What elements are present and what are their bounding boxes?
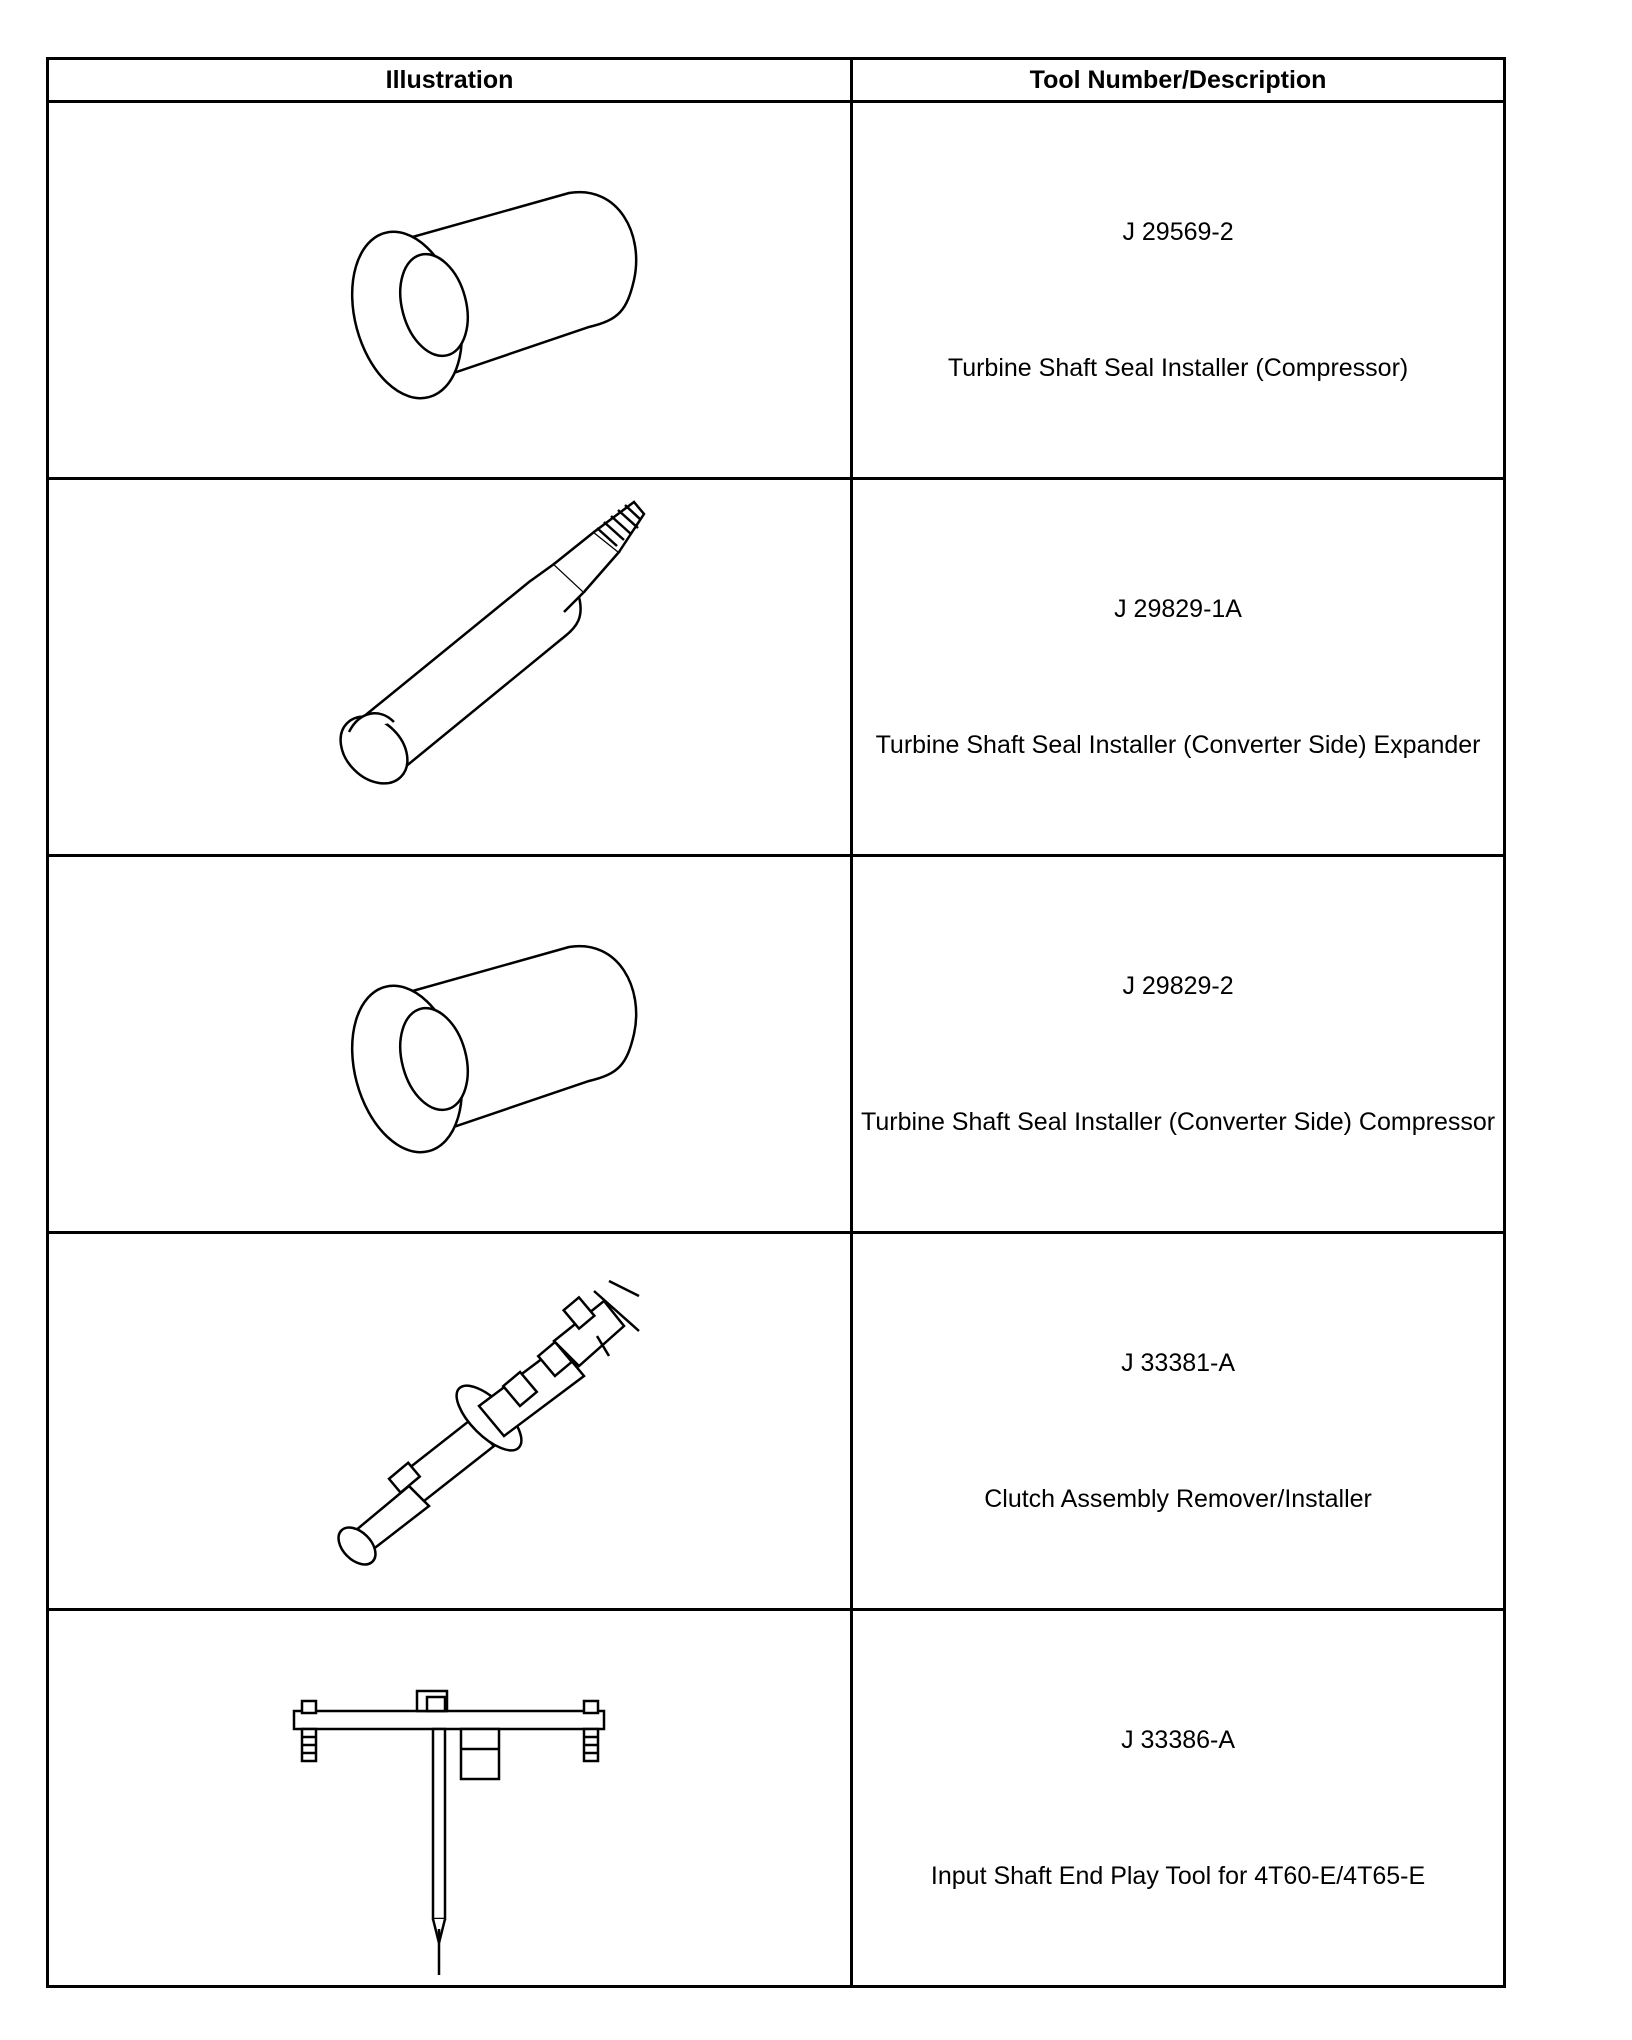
description-cell (852, 1610, 1505, 1987)
tool-description: Turbine Shaft Seal Installer (Compressor) (947, 354, 1409, 382)
tool-number: J 29829-1A (1114, 595, 1242, 623)
illustration-header: Illustration (48, 59, 852, 102)
seal-expander-icon (49, 482, 852, 852)
tool-number: J 29829-2 (1122, 972, 1234, 1000)
tool-description: Clutch Assembly Remover/Installer (984, 1485, 1372, 1513)
tool-description: Turbine Shaft Seal Installer (Converter Side) Compressor (861, 1108, 1496, 1136)
seal-compressor-icon (49, 859, 852, 1229)
table-row (48, 479, 1505, 856)
tool-number: J 33386-A (1121, 1726, 1236, 1754)
tool-description: Turbine Shaft Seal Installer (Converter Side) Expander (875, 731, 1481, 759)
end-play-tool-icon (49, 1613, 852, 1983)
illustration-cell (48, 1610, 852, 1987)
table-header-row (48, 59, 1505, 102)
tool-number: J 33381-A (1121, 1349, 1236, 1377)
tools-table (46, 57, 1506, 1988)
tool-number: J 29569-2 (1122, 218, 1234, 246)
tool-description: Input Shaft End Play Tool for 4T60-E/4T65-E (930, 1862, 1426, 1890)
description-cell (852, 479, 1505, 856)
illustration-cell (48, 1233, 852, 1610)
illustration-cell (48, 856, 852, 1233)
illustration-cell (48, 479, 852, 856)
description-cell (852, 102, 1505, 479)
table-row (48, 1610, 1505, 1987)
table-row (48, 856, 1505, 1233)
seal-installer-icon (49, 105, 852, 475)
description-cell (852, 1233, 1505, 1610)
table-row (48, 1233, 1505, 1610)
table-row (48, 102, 1505, 479)
clutch-remover-icon (49, 1236, 852, 1606)
illustration-cell (48, 102, 852, 479)
tool-header: Tool Number/Description (852, 59, 1505, 102)
description-cell (852, 856, 1505, 1233)
